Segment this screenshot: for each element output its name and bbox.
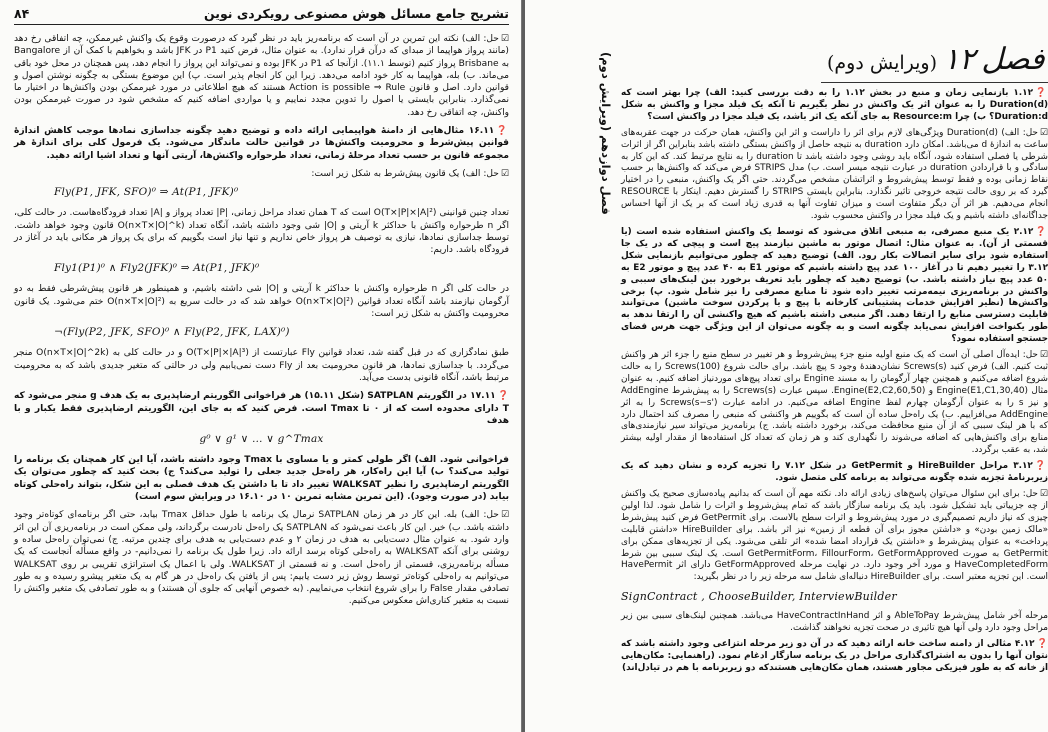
- chapter-title: [827, 42, 1044, 77]
- paragraph: [14, 283, 509, 320]
- paragraph-text: ۳.۱۲ مراحل HireBuilder و GetPermit در شکل ۷.۱۲ را تجزیه کرده و نشان دهید که یک زیربرنامهٔ تجزیه شده چگونه می‌تواند به برنامه کلی متصل شود.: [621, 461, 1048, 484]
- solution-checkbox-icon: ☑: [500, 510, 510, 521]
- paragraph: [621, 350, 1048, 457]
- paragraph: [14, 207, 509, 256]
- chapter-edition: (ویرایش دوم): [827, 52, 938, 74]
- page-number: ۸۴: [14, 6, 30, 21]
- formula: ¬(Fly(P2, JFK, SFO)⁰ ∧ Fly(P2, JFK, LAX)⁰): [54, 326, 290, 339]
- formula: Fly(P1, JFK, SFO)⁰ ⇒ At(P1, JFK)⁰: [54, 186, 239, 199]
- question-icon: ❓: [496, 126, 509, 137]
- right-page: [525, 0, 1048, 732]
- chapter-number: ۱۲: [943, 42, 976, 77]
- paragraph-text: حل: الف) نکته این تمرین در آن است که برنامه‌ریز باید در نظر گیرد که درصورت وقوع یک واکنش غیرممکن، چه اتفاقی رخ دهد (مانند پرواز هواپیما از مبدای که درآن قرار ندارد). به عنوان مثال، فرض کنید P1 در JFK باشد و بخواهیم با کمک آن از Bangalore به Brisbane پرواز کنیم (توسط ۱۱.۱). ازآنجا که P1 در JFK بوده و نمی‌تواند این پرواز را انجام دهد، پس همچنان در محل خود باقی می‌ماند. ب) بله، هواپیما به کار خود ادامه می‌دهد. زیرا این کار انجام پذیر است. پ) این موضوع بستگی به چگونه نوشتن اصول و قوانین دارد. اصل و قانون Action is possible ⇒ Rule هستند که هیچ اطلاعاتی در مورد غیرممکن بودن واکنش‌ها در اختیار ما نمی‌گذارد. بنابراین بایستی یا اصول را تدوین مجدد نماییم و یا مواردی اضافه کنیم که مشخص شود در صورت غیرممکن بودن واکنش، چه اتفاقی رخ دهد.: [14, 34, 510, 118]
- question-icon: ❓: [1034, 461, 1048, 472]
- exercise-question: [621, 227, 1048, 346]
- paragraph-text: حل: الف) یک قانون پیش‌شرط به شکل زیر است:: [311, 168, 499, 179]
- paragraph-text: ۲.۱۲ یک منبع مصرفی، به منبعی اتلاق می‌شود که توسط یک واکنش استفاده شده است (یا قسمتی از آن). به عنوان مثال: اتصال موتور به ماشین نیازمند پیچ است و پیچی که در یک جا استفاده شود برای سایر اتصالات بکار رود. الف) توضیح دهید که چطور می‌توانیم بازنمایی شکل ۳.۱۲ را تغییر دهیم تا در آغاز ۱۰۰ عدد پیچ داشته باشیم که موتور E1 به ۴۰ عدد پیچ و موتور E2 به ۵۰ عدد پیچ نیاز داشته باشد. ب) توضیح دهید که چطور باید تعریف برخورد بین لینک‌های سببی و واکنش در برنامه‌ریزی نیمه‌مرتب تغییر داده شود تا منابع مصرفی را نیز شامل شود. پ) برخی واکنش‌ها (نظیر افزایش خدمات پشتیبانی کارخانه با پیچ و یا پرکردن سوخت ماشین) می‌توانند قابلیت دسترسی منابع را ارتقا دهند. اگر منبعی داشته باشیم که هیچ واکنشی آن را ارتقا ندهد به طور یکنواخت افزایش نمی‌یابد چگونه است و به چگونه می‌توان از این ویژگی جهت هرس فضای جستجو استفاده نمود؟: [621, 226, 1048, 345]
- formula: g⁰ ∨ g¹ ∨ … ∨ g^Tmax: [199, 433, 324, 446]
- solution-checkbox-icon: ☑: [500, 168, 509, 179]
- paragraph-text: ۱۶.۱۱ مثال‌هایی از دامنهٔ هواپیمایی ارائه داده و توضیح دهید چگونه جداسازی نمادها موجب کاهش اندازهٔ قوانین پیش‌شرط و محرومیت واکنش‌ها در قوانین حالت ماندگار می‌شود. یک فرمول کلی برای اندازهٔ هر مجموعه قانون بر حسب تعداد مرحلهٔ زمانی، تعداد طرحواره واکنش‌ها، آریتی آنها و تعداد اشیا ارائه دهید.: [14, 126, 509, 161]
- paragraph: [14, 509, 509, 607]
- chapter-rule: [821, 82, 1048, 83]
- paragraph-text: طبق نمادگزاری که در قبل گفته شد، تعداد قوانین Fly عبارتست از O(T×|P|×|A|³) و در حالت کلی به O(n×T×|O|^2k) منجر می‌گردد. با جداسازی نمادها، هر قانون محرومیت بعد از Fly دست نمی‌یابیم ولی در حالتی که متغیر جدیدی باشد که به محرومیت مرتبط باشد، آنگاه قانونی بدست می‌آید.: [14, 348, 509, 383]
- book-title: تشریح جامع مسائل هوش مصنوعی رویکردی نوین: [204, 6, 509, 21]
- paragraph-text: حل: الف) Duration(d) ویژگی‌های لازم برای اثر را داراست و اثر این واکنش، همان حرکت در جهت عقربه‌های ساعت به اندازهٔ d می‌باشد. امکان دارد duration به نتیجه حاصل از واکنش بستگی داشته باشد بنابراین اگر از اثرات شرطی یا فصلی استفاده شود، آنگاه باید روشی وجود داشته باشد تا duration را به نتایج مرتبط کند. که این کار به سادگی و با قراردادن duration در عبارت نتیجه میسر است. ب) مدل STRIPS فرض می‌کند که واکنش‌ها بر حسب نقاط زمانی بوده و فقط توسط پیش‌شروط و اثراتشان مشخص می‌گردند. حتی اگر یک واکنش، منبعی را در اختیار گیرد که بر روی حالت نتیجه خروجی تاثیر نگذارد. بنابراین بایستی STRIPS را گسترش دهیم. اینکار با RESOURCE انجام می‌دهیم. هر اثر آن دیگر متفاوت است و میزان تفاوت آنها به قدری زیاد است که بر یک از آنها احساس جداگانه‌ای داشته باشیم و یک فیلد مجزا در واکنش محسوب شود.: [621, 127, 1048, 222]
- exercise-question: [14, 125, 509, 162]
- side-chapter-label-text: فصل دوازدهم (ویرایش دوم): [599, 52, 613, 215]
- exercise-question: [14, 454, 509, 503]
- question-icon: ❓: [1035, 88, 1048, 98]
- left-page-body: [14, 33, 509, 608]
- solution-checkbox-icon: ☑: [1039, 127, 1048, 138]
- formula: Fly1(P1)⁰ ∧ Fly2(JFK)⁰ ⇒ At(P1, JFK)⁰: [54, 262, 260, 275]
- paragraph-text: ۴.۱۲ مثالی از دامنه ساخت خانه ارائه دهید که در آن دو زیر مرحله انتزاعی وجود داشته باشد که نتوان آنها را بدون به اشتراک‌گذاری مراحل در یک برنامه سازگار ادغام نمود. (راهنمایی: مکان‌هایی از خانه که به طور فیزیکی مجاور هستند، همان مکان‌هایی هستندکه دو زیربرنامه با هم در تیادل‌اند): [621, 639, 1048, 673]
- exercise-question: [14, 390, 509, 427]
- paragraph: [14, 347, 509, 384]
- left-page: [0, 0, 522, 732]
- paragraph-text: در حالت کلی اگر n طرحواره واکنش با حداکثر k آریتی و |O| شی داشته باشیم، و همینطور هر قانون پیش‌شرطی فقط به دو آرگومان نیازمند باشد آنگاه تعداد قوانین O(n×T×|O|²) خواهد شد که در حالت سریع به O(n×T×|O|²) ختم می‌شود. یک قانون محرومیت واکنش به شکل زیر است:: [14, 284, 510, 320]
- paragraph-text: حل: الف) بله. این کار در هر زمان SATPLAN نرمال یک برنامه با طول حداقل Tmax بیابد، حتی اگر برنامه‌ای کوتاه‌تر وجود داشته باشد. ب) خیر. این کار باعث نمی‌شود که SATPLAN یک راه‌حل نادرست برگرداند، ولی ممکن است در برنامه‌ریزی آن این اثر وارد شود. به عنوان مثال دست‌یابی به هدف در زمان ۲ و عدم دست‌یابی به هدف برای چندین مرتبه. ج) نمی‌توان راه‌حل ساده و روشنی برای آنکه WALKSAT به راه‌حلی کوتاه برسد ارائه داد. زیرا طول یک برنامه را نمی‌دانیم- در واقع مسأله آنجاست که یک مسأله برنامه‌ریزی، قسمتی از راه‌حل است. و نه قسمتی از WALKSAT. ولی با اعمال یک استراتژی تقریبی بر روی WALKSAT می‌توانیم به راه‌حلی کوتاه‌تر توسط روش زیر دست یابیم: پس از یافتن یک راه‌حل در هر گام به یک متغیر پیشرو رسیده و به طور تصادفی مقدار False را برای شروع انتخاب می‌نماییم. (به خصوص آنهایی که جلوی آن هستند) و به طور تصادفی یک متغیر واکنش را نسبت به متغیر کناری‌اش معکوس می‌کنیم.: [14, 510, 509, 607]
- exercise-question: [621, 88, 1048, 124]
- question-icon: ❓: [1035, 226, 1048, 237]
- paragraph-text: حل: برای این سئوال می‌توان پاسخ‌های زیادی ارائه داد. نکته مهم آن است که بدانیم پیاده‌سازی صحیح یک واکنش از چه جزییاتی باید تشکیل شود. باید یک برنامه سازگار باشد که تمام پیش‌شروط و اثرات را شامل شود. لذا اولین چیزی که نیاز داریم تصمیم‌گیری در مورد پیش‌شروط و اثرات سطح بالاست. برای GetPermit فرض کنید پیش‌شرط «مالک زمین بودن» و «داشتن مجوز برای آن قطعه از زمین» نیز اثر باشد. برای HireBuilder «داشتن قابلیت پرداخت» به عنوان پیش‌شرط و «داشتن یک قرارداد امضا شده» اثر تلقی می‌شود. یکی از تجزیه‌های ممکن برای GetPermit به صورت GetPermitForm، FillourForm، GetFormApproved است. یک لینک سببی بین شرط HaveCompletedForm و مورد آخر وجود دارد. در نهایت مرحله GetFormApproved دارای اثر HavePermit است. این تجزیه معتبر است. برای HireBuilder دنباله‌ای شامل سه مرحله زیر را در نظر بگیرید:: [621, 489, 1048, 583]
- paragraph-text: مرحله آخر شامل پیش‌شرط AbleToPay و اثر HaveContractInHand می‌باشد. همچنین لینک‌های سببی بین زیر مراحل وجود دارد ولی آنها هیچ تاثیری در صحت تجزیه نخواهند گذاشت.: [621, 611, 1048, 634]
- paragraph: [621, 611, 1048, 635]
- solution-checkbox-icon: ☑: [500, 34, 509, 44]
- question-icon: ❓: [1036, 639, 1048, 650]
- paragraph-text: فراخوانی شود. الف) اگر طولی کمتر و یا مساوی با Tmax وجود داشته باشد، آیا این کار همچنان یک برنامه را تولید می‌کند؟ ب) آیا این راه‌کار، هر راه‌حل جدید جعلی را تولید می‌کند؟ ج) بحث کنید که چطور می‌توان یک الگوریتم ارضاپذیری را نظیر WALKSAT تغییر داد تا با داشتن یک هدف فصلی به این شکل، بتواند راه‌حلی کوتاه بیابد (در صورت وجود). (این تمرین مشابه تمرین ۱۰ در ۱۶.۱۰ در ویرایش سوم است): [14, 455, 509, 503]
- paragraph-text: ۱۷.۱۱ در الگوریتم SATPLAN (شکل ۱۵.۱۱) هر فراخوانی الگوریتم ارضاپذیری به یک هدف g منجر می‌شود که T دارای محدوده است که از ۰ تا Tmax است. فرض کنید که به جای این، الگوریتم ارضاپذیری فقط یکبار و با هدف: [14, 391, 509, 426]
- solution-checkbox-icon: ☑: [1039, 350, 1048, 361]
- chapter-word: فصل: [981, 42, 1045, 77]
- solution-checkbox-icon: ☑: [1039, 489, 1048, 499]
- paragraph-text: تعداد چنین قوانینی O(T×|P|×|A|²) است که T همان تعداد مراحل زمانی، |P| تعداد پرواز و |A| تعداد فرودگاه‌هاست. در حالت کلی، اگر n طرحواره واکنش با حداکثر k آریتی و |O| شی وجود داشته باشد، آنگاه تعداد O(n×T×|O|^k) قانون وجود خواهد داشت. توسط جداسازی نمادها، نیازی به توصیف هر پرواز خاص نداریم و تنها نیاز است بگوییم که برای یک پرواز هر مکانی باید در آغاز در فرودگاه باشد. داریم:: [14, 208, 510, 256]
- side-chapter-label: [595, 52, 613, 215]
- page-header: [14, 4, 509, 25]
- exercise-question: [621, 639, 1048, 675]
- paragraph-text: حل: ایده‌آل اصلی آن است که یک منبع اولیه منبع جزء پیش‌شروط و هر تغییر در سطح منبع را جزء اثر هر واکنش ثبت کنیم. الف) فرض کنید Screws(s) نشان‌دهندهٔ وجود s پیچ باشد. برای حالت شروع Screws(100) را به حالت شروع اضافه می‌کنیم و همچنین چهار آرگومان را به مسند Engine برای تعداد پیچ‌های موردنیاز اضافه کنیم. به عنوان مثال Engine(E1,C1,30,40) و Engine(E2,C2,60,50). سپس عبارت Screws(s) را به پیش‌شرط AddEngine و نیز s را به عنوان آرگومان چهارم لفظ Engine اضافه می‌کنیم. در ادامه عبارت Screws(s−s') را به اثر AddEngine می‌افزاییم. ب) یک راه‌حل ساده آن است که بگوییم هر واکنشی که منبعی را مصرف کند احتمال دارد که با هر لینک سببی که از آن منبع محافظت می‌کند، برخورد داشته باشد. ج) برنامه‌ریز می‌تواند سیر نیازمندی‌های منابع برای واکنش‌هایی که اضافه می‌شوند را نگهداری کند و هر زمان که تعداد کل استفاده‌ها از مقدار اولیه بیشتر شد، به عقب برگردد.: [621, 350, 1048, 456]
- exercise-question: [621, 461, 1048, 485]
- right-page-body: [621, 88, 1048, 679]
- question-icon: ❓: [497, 391, 509, 402]
- paragraph: [14, 168, 509, 180]
- paragraph: [621, 489, 1048, 584]
- formula: SignContract , ChooseBuilder, InterviewBuilder: [621, 590, 897, 604]
- paragraph: [14, 33, 509, 119]
- paragraph-text: ۱.۱۲ بازنمایی زمان و منبع در بخش ۱.۱۲ را به دقت بررسی کنید: الف) چرا بهتر است که Duration(d) را به عنوان اثر یک واکنش در نظر بگیریم تا آنکه یک فیلد مجزا و واکنش به شکل Duration:d؟ ب) چرا Resource:m به جای آنکه یک اثر باشد، یک فیلد مجزا در واکنش است؟: [621, 88, 1048, 122]
- paragraph: [621, 128, 1048, 223]
